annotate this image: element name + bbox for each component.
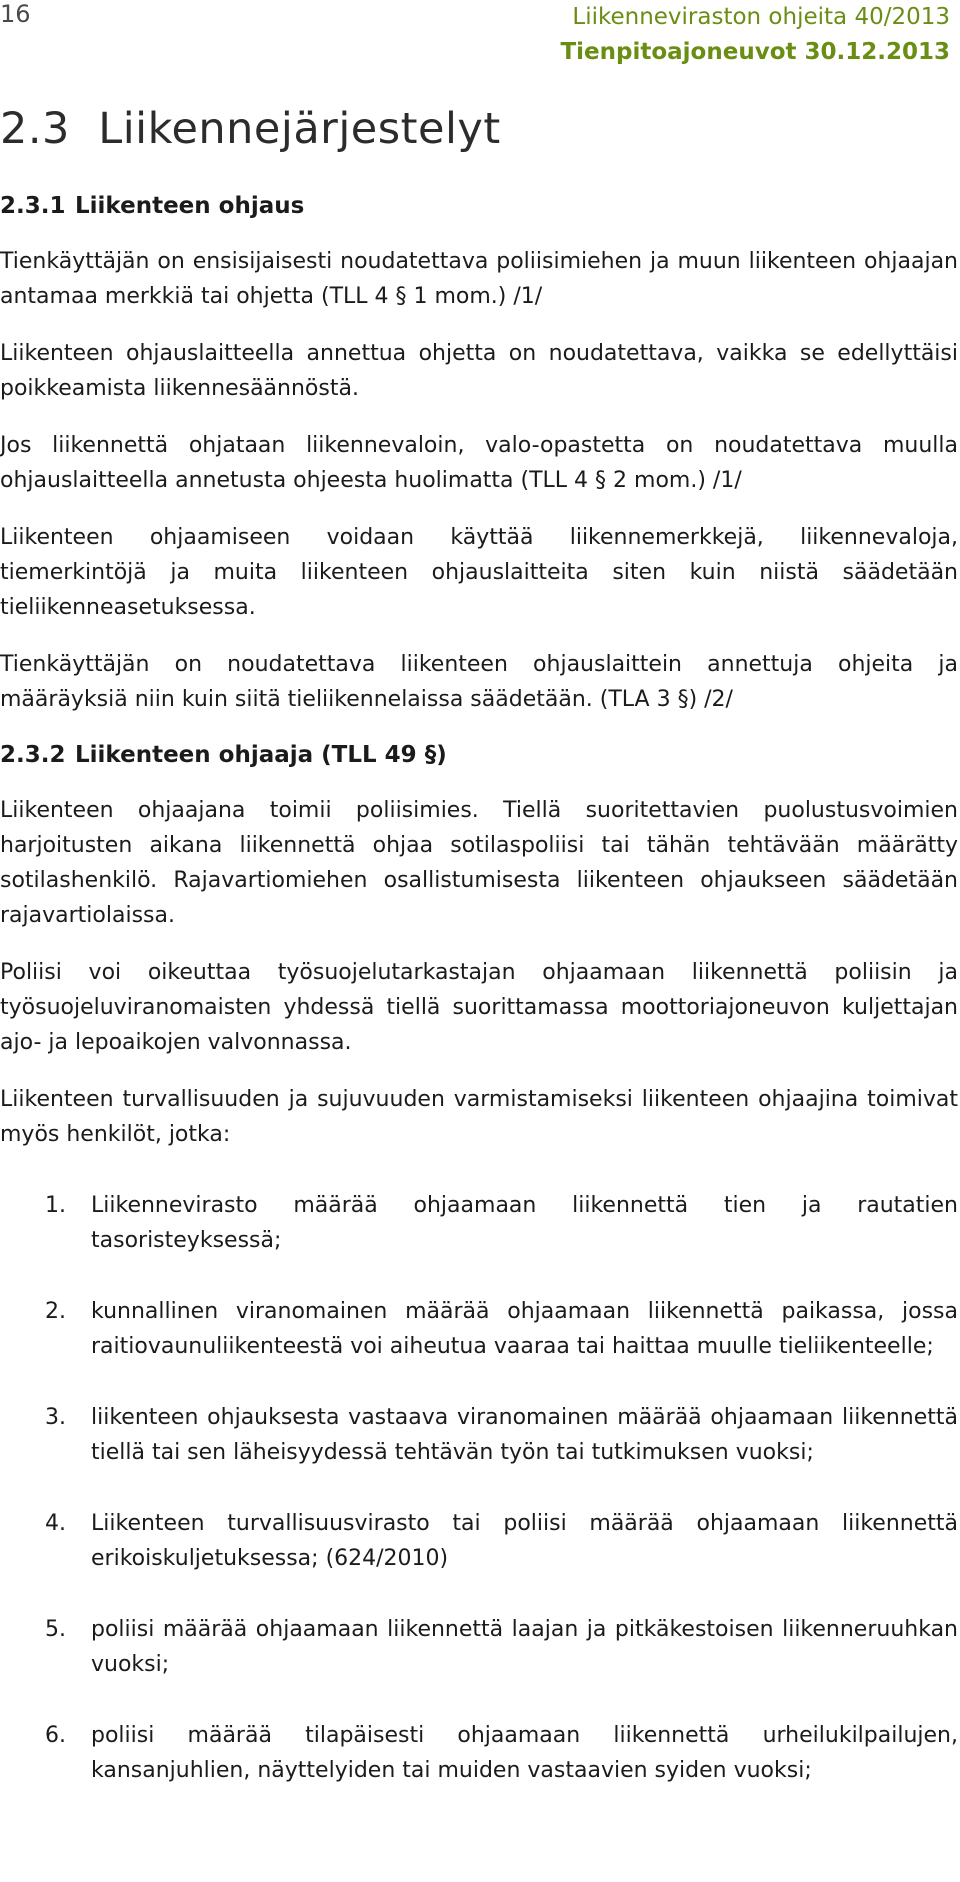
section-number: 2.3.2 — [0, 742, 66, 768]
paragraph: Tienkäyttäjän on noudatettava liikenteen ohjauslaittein annettuja ohjeita ja määräyksiä niin kuin siitä tieliikennelaissa säädetään. (TLA 3 §) /2/ — [0, 652, 958, 712]
page-content — [0, 102, 958, 1788]
list-text: Liikennevirasto määrää ohjaamaan liikennettä tien ja rautatien tasoristeyksessä; — [91, 1193, 958, 1253]
section-title: Liikenteen ohjaus — [75, 193, 305, 219]
list-item — [0, 1506, 958, 1576]
list-text: poliisi määrää tilapäisesti ohjaamaan liikennettä urheilukilpailujen, kansanjuhlien, näyttelyiden tai muiden vastaavien syiden vuoksi; — [91, 1723, 958, 1783]
publication-subtitle: Tienpitoajoneuvot 30.12.2013 — [560, 39, 950, 65]
numbered-list — [0, 1188, 958, 1788]
chapter-title-text: Liikennejärjestelyt — [98, 104, 501, 154]
paragraph: Liikenteen ohjauslaitteella annettua ohjetta on noudatettava, vaikka se edellyttäisi poikkeamista liikennesäännöstä. — [0, 341, 958, 401]
page-header — [0, 0, 960, 70]
paragraph: Liikenteen ohjaajana toimii poliisimies. Tiellä suoritettavien puolustusvoimien harjoitusten aikana liikennettä ohjaa sotilaspoliisi tai tähän tehtävään määrätty sotilashenkilö. Rajavartiomiehen osallistumisesta liikenteen ohjaukseen säädetään rajavartiolaissa. — [0, 798, 958, 928]
list-item — [0, 1400, 958, 1470]
list-number: 5. — [45, 1617, 66, 1642]
list-item — [0, 1188, 958, 1258]
list-text: liikenteen ohjauksesta vastaava viranomainen määrää ohjaamaan liikennettä tiellä tai sen läheisyydessä tehtävän työn tai tutkimuksen vuoksi; — [91, 1405, 958, 1465]
list-number: 1. — [45, 1193, 66, 1218]
list-number: 6. — [45, 1723, 66, 1748]
section-number: 2.3.1 — [0, 193, 66, 219]
list-item — [0, 1294, 958, 1364]
list-item — [0, 1612, 958, 1682]
paragraph: Jos liikennettä ohjataan liikennevaloin, valo-opastetta on noudatettava muulla ohjauslaitteella annetusta ohjeesta huolimatta (TLL 4 § 2 mom.) /1/ — [0, 433, 958, 493]
paragraph: Liikenteen turvallisuuden ja sujuvuuden varmistamiseksi liikenteen ohjaajina toimivat myös henkilöt, jotka: — [0, 1087, 958, 1147]
list-number: 3. — [45, 1405, 66, 1430]
list-number: 2. — [45, 1299, 66, 1324]
chapter-number: 2.3 — [0, 104, 70, 154]
list-text: kunnallinen viranomainen määrää ohjaamaan liikennettä paikassa, jossa raitiovaunuliikenteestä voi aiheutua vaaraa tai haittaa muulle tieliikenteelle; — [91, 1299, 958, 1359]
list-number: 4. — [45, 1511, 66, 1536]
list-item — [0, 1718, 958, 1788]
paragraph: Tienkäyttäjän on ensisijaisesti noudatettava poliisimiehen ja muun liikenteen ohjaajan antamaa merkkiä tai ohjetta (TLL 4 § 1 mom.) /1/ — [0, 249, 958, 309]
section-title: Liikenteen ohjaaja (TLL 49 §) — [75, 742, 447, 768]
header-publication-block — [560, 0, 950, 70]
section-heading-ohjaaja — [0, 737, 958, 773]
paragraph: Poliisi voi oikeuttaa työsuojelutarkastajan ohjaamaan liikennettä poliisin ja työsuojeluviranomaisten yhdessä tiellä suorittamassa moottoriajoneuvon kuljettajan ajo- ja lepoaikojen valvonnassa. — [0, 960, 958, 1055]
page-number: 16 — [0, 0, 31, 28]
list-text: Liikenteen turvallisuusvirasto tai poliisi määrää ohjaamaan liikennettä erikoiskuljetuksessa; (624/2010) — [91, 1511, 958, 1571]
publication-title: Liikenneviraston ohjeita 40/2013 — [572, 4, 950, 30]
paragraph: Liikenteen ohjaamiseen voidaan käyttää liikennemerkkejä, liikennevaloja, tiemerkintöjä ja muita liikenteen ohjauslaitteita siten kuin niistä säädetään tieliikenneasetuksessa. — [0, 525, 958, 620]
chapter-title — [0, 102, 958, 156]
list-text: poliisi määrää ohjaamaan liikennettä laajan ja pitkäkestoisen liikenneruuhkan vuoksi; — [91, 1617, 958, 1677]
section-heading-ohjaus — [0, 188, 958, 224]
